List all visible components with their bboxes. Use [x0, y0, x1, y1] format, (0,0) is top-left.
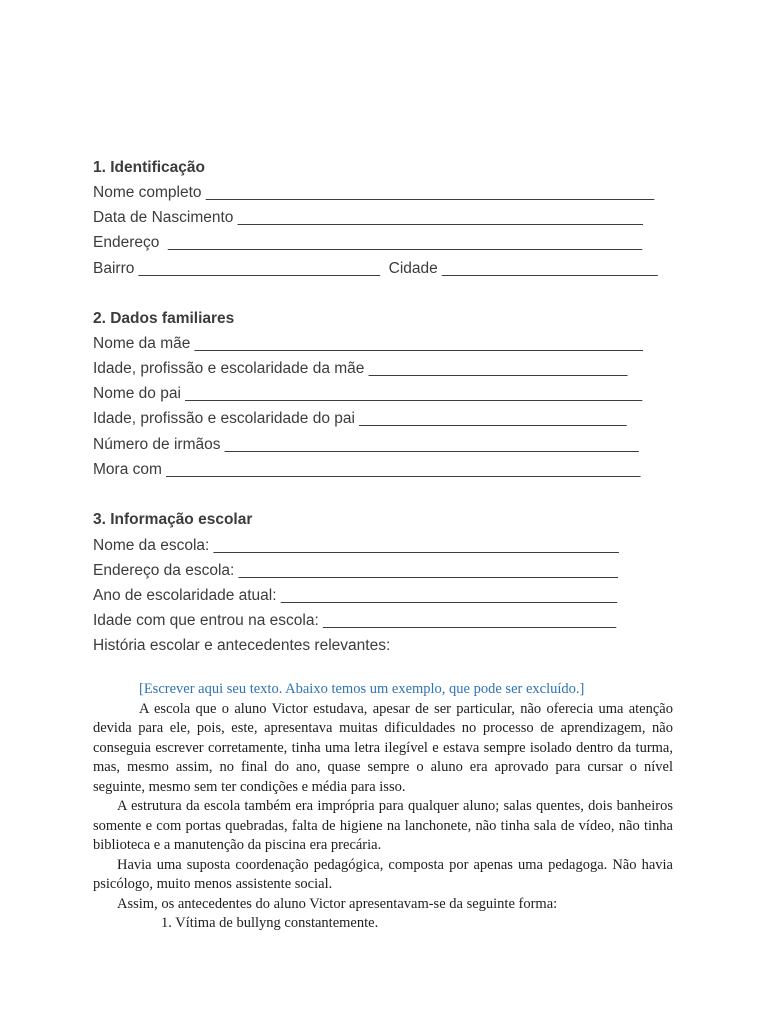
field-data-nascimento[interactable]: Data de Nascimento _______________________________________________	[93, 209, 643, 226]
field-nome-pai[interactable]: Nome do pai _____________________________________________________	[93, 385, 643, 402]
section-heading-informacao-escolar: 3. Informação escolar	[93, 511, 253, 528]
placeholder-note[interactable]: [Escrever aqui seu texto. Abaixo temos um exemplo, que pode ser excluído.]	[139, 681, 585, 697]
history-text-block[interactable]	[93, 680, 673, 934]
field-nome-escola[interactable]: Nome da escola: _______________________________________________	[93, 537, 619, 554]
field-ano-escolaridade[interactable]: Ano de escolaridade atual: _______________________________________	[93, 587, 618, 604]
field-idade-pai[interactable]: Idade, profissão e escolaridade do pai _______________________________	[93, 410, 627, 427]
list-item: 1. Vítima de bullyng constantemente.	[161, 915, 379, 931]
section-heading-identificacao: 1. Identificação	[93, 159, 205, 176]
body-paragraph: Havia uma suposta coordenação pedagógica, composta por apenas uma pedagoga. Não havia psicólogo, muito menos assistente social.	[93, 856, 673, 892]
body-paragraph: A estrutura da escola também era imprópria para qualquer aluno; salas quentes, dois banheiros somente e com portas quebradas, falta de higiene na lanchonete, não tinha sala de vídeo, não tinha biblioteca e a manutenção da piscina era precária.	[93, 798, 673, 853]
field-historia-escolar-label: História escolar e antecedentes relevantes:	[93, 637, 391, 654]
field-bairro-cidade[interactable]: Bairro ____________________________ Cidade _________________________	[93, 260, 658, 277]
field-endereco[interactable]: Endereço _______________________________________________________	[93, 234, 643, 251]
field-nome-mae[interactable]: Nome da mãe ____________________________________________________	[93, 335, 643, 352]
field-endereco-escola[interactable]: Endereço da escola: ____________________________________________	[93, 562, 618, 579]
field-mora-com[interactable]: Mora com _______________________________________________________	[93, 461, 641, 478]
field-numero-irmaos[interactable]: Número de irmãos ________________________________________________	[93, 436, 639, 453]
section-heading-dados-familiares: 2. Dados familiares	[93, 310, 235, 327]
field-idade-entrada[interactable]: Idade com que entrou na escola: __________________________________	[93, 612, 617, 629]
field-idade-mae[interactable]: Idade, profissão e escolaridade da mãe ______________________________	[93, 360, 628, 377]
field-nome-completo[interactable]: Nome completo ____________________________________________________	[93, 184, 655, 201]
body-paragraph: Assim, os antecedentes do aluno Victor apresentavam-se da seguinte forma:	[117, 895, 558, 912]
body-paragraph: A escola que o aluno Victor estudava, apesar de ser particular, não oferecia uma atenção devida para ele, pois, este, apresentava muitas dificuldades no processo de aprendizagem, não conseguia escrever corretamente, tinha uma letra ilegível e estava sempre isolado dentro da turma, mas, mesmo assim, no final do ano, quase sempre o aluno era aprovado para cursar o nível seguinte, mesmo sem ter condições e média para isso.	[93, 700, 673, 795]
